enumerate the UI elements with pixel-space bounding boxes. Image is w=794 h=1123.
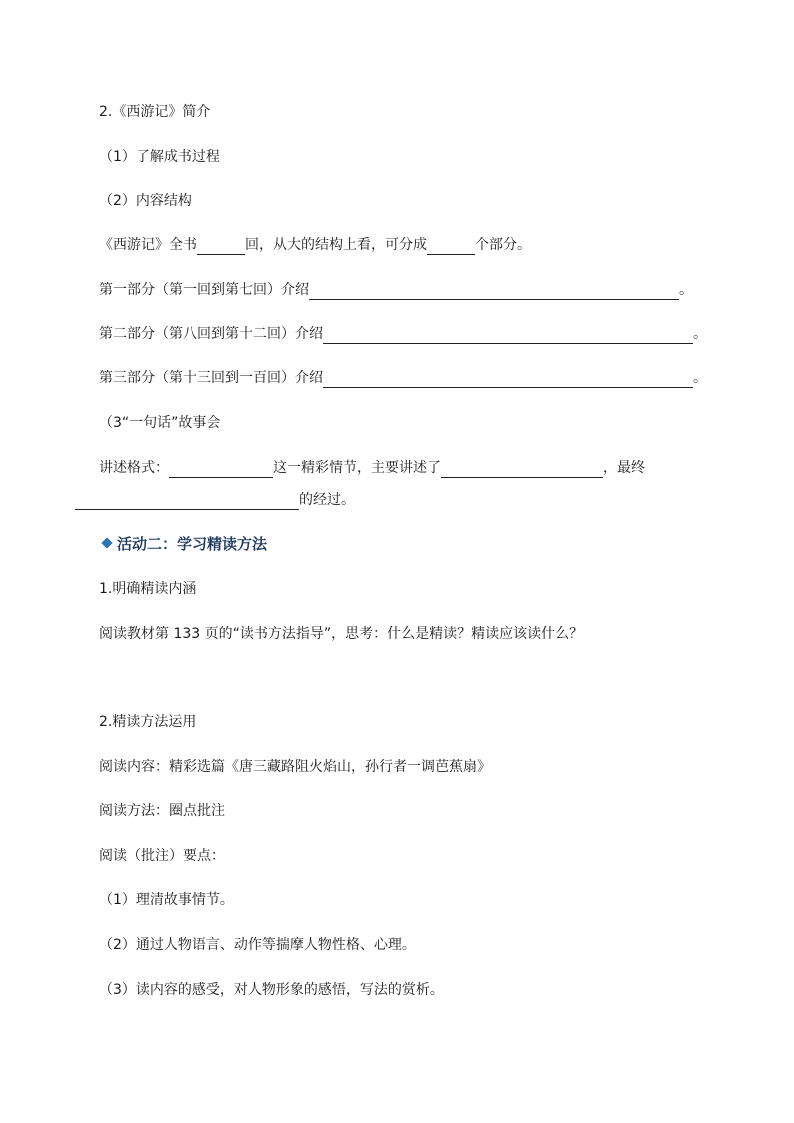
format-text-c: ，最终	[603, 460, 645, 476]
diamond-bullet-icon	[101, 537, 112, 548]
structure-line	[99, 235, 531, 255]
point-3: （3）读内容的感受，对人物形象的感悟，写法的赏析。	[99, 982, 444, 998]
part2-line	[99, 324, 707, 344]
reading-content: 阅读内容：精彩选篇《唐三藏路阻火焰山，孙行者一调芭蕉扇》	[99, 759, 491, 775]
part2-period: 。	[693, 326, 707, 342]
section2-title: 2.《西游记》简介	[99, 104, 211, 120]
activity2-heading	[103, 534, 267, 554]
ending-blank[interactable]	[75, 493, 299, 510]
part1-blank[interactable]	[309, 283, 679, 300]
sub1-title: 1.明确精读内涵	[99, 581, 197, 597]
part1-line	[99, 280, 693, 300]
item-1: （1）了解成书过程	[99, 149, 220, 165]
structure-text-b: 回，从大的结构上看，可分成	[245, 237, 427, 253]
part1-label: 第一部分（第一回到第七回）介绍	[99, 282, 309, 298]
part2-blank[interactable]	[323, 327, 693, 344]
part3-blank[interactable]	[323, 371, 693, 388]
part3-label: 第三部分（第十三回到一百回）介绍	[99, 370, 323, 386]
format-label: 讲述格式：	[99, 460, 169, 476]
format-line	[99, 458, 645, 478]
sub1-text: 阅读教材第 133 页的“读书方法指导”，思考：什么是精读？精读应该读什么？	[99, 626, 584, 642]
point-2: （2）通过人物语言、动作等揣摩人物性格、心理。	[99, 937, 416, 953]
part2-label: 第二部分（第八回到第十二回）介绍	[99, 326, 323, 342]
sub2-title: 2.精读方法运用	[99, 714, 197, 730]
content-blank[interactable]	[441, 461, 603, 478]
format-line-2	[75, 490, 355, 510]
item-3: （3“一句话”故事会	[99, 415, 221, 431]
part3-line	[99, 368, 707, 388]
item-2: （2）内容结构	[99, 193, 192, 209]
activity2-heading-text: 活动二：学习精读方法	[117, 535, 268, 553]
part3-period: 。	[693, 370, 707, 386]
format-end: 的经过。	[299, 492, 355, 508]
parts-count-blank[interactable]	[427, 238, 475, 255]
annotation-points-title: 阅读（批注）要点：	[99, 848, 225, 864]
reading-method: 阅读方法：圈点批注	[99, 803, 225, 819]
structure-text-a: 《西游记》全书	[99, 237, 197, 253]
chapter-count-blank[interactable]	[197, 238, 245, 255]
structure-text-c: 个部分。	[475, 237, 531, 253]
part1-period: 。	[679, 282, 693, 298]
format-text-b: 这一精彩情节，主要讲述了	[273, 460, 441, 476]
plot-blank[interactable]	[169, 461, 273, 478]
point-1: （1）理清故事情节。	[99, 892, 234, 908]
